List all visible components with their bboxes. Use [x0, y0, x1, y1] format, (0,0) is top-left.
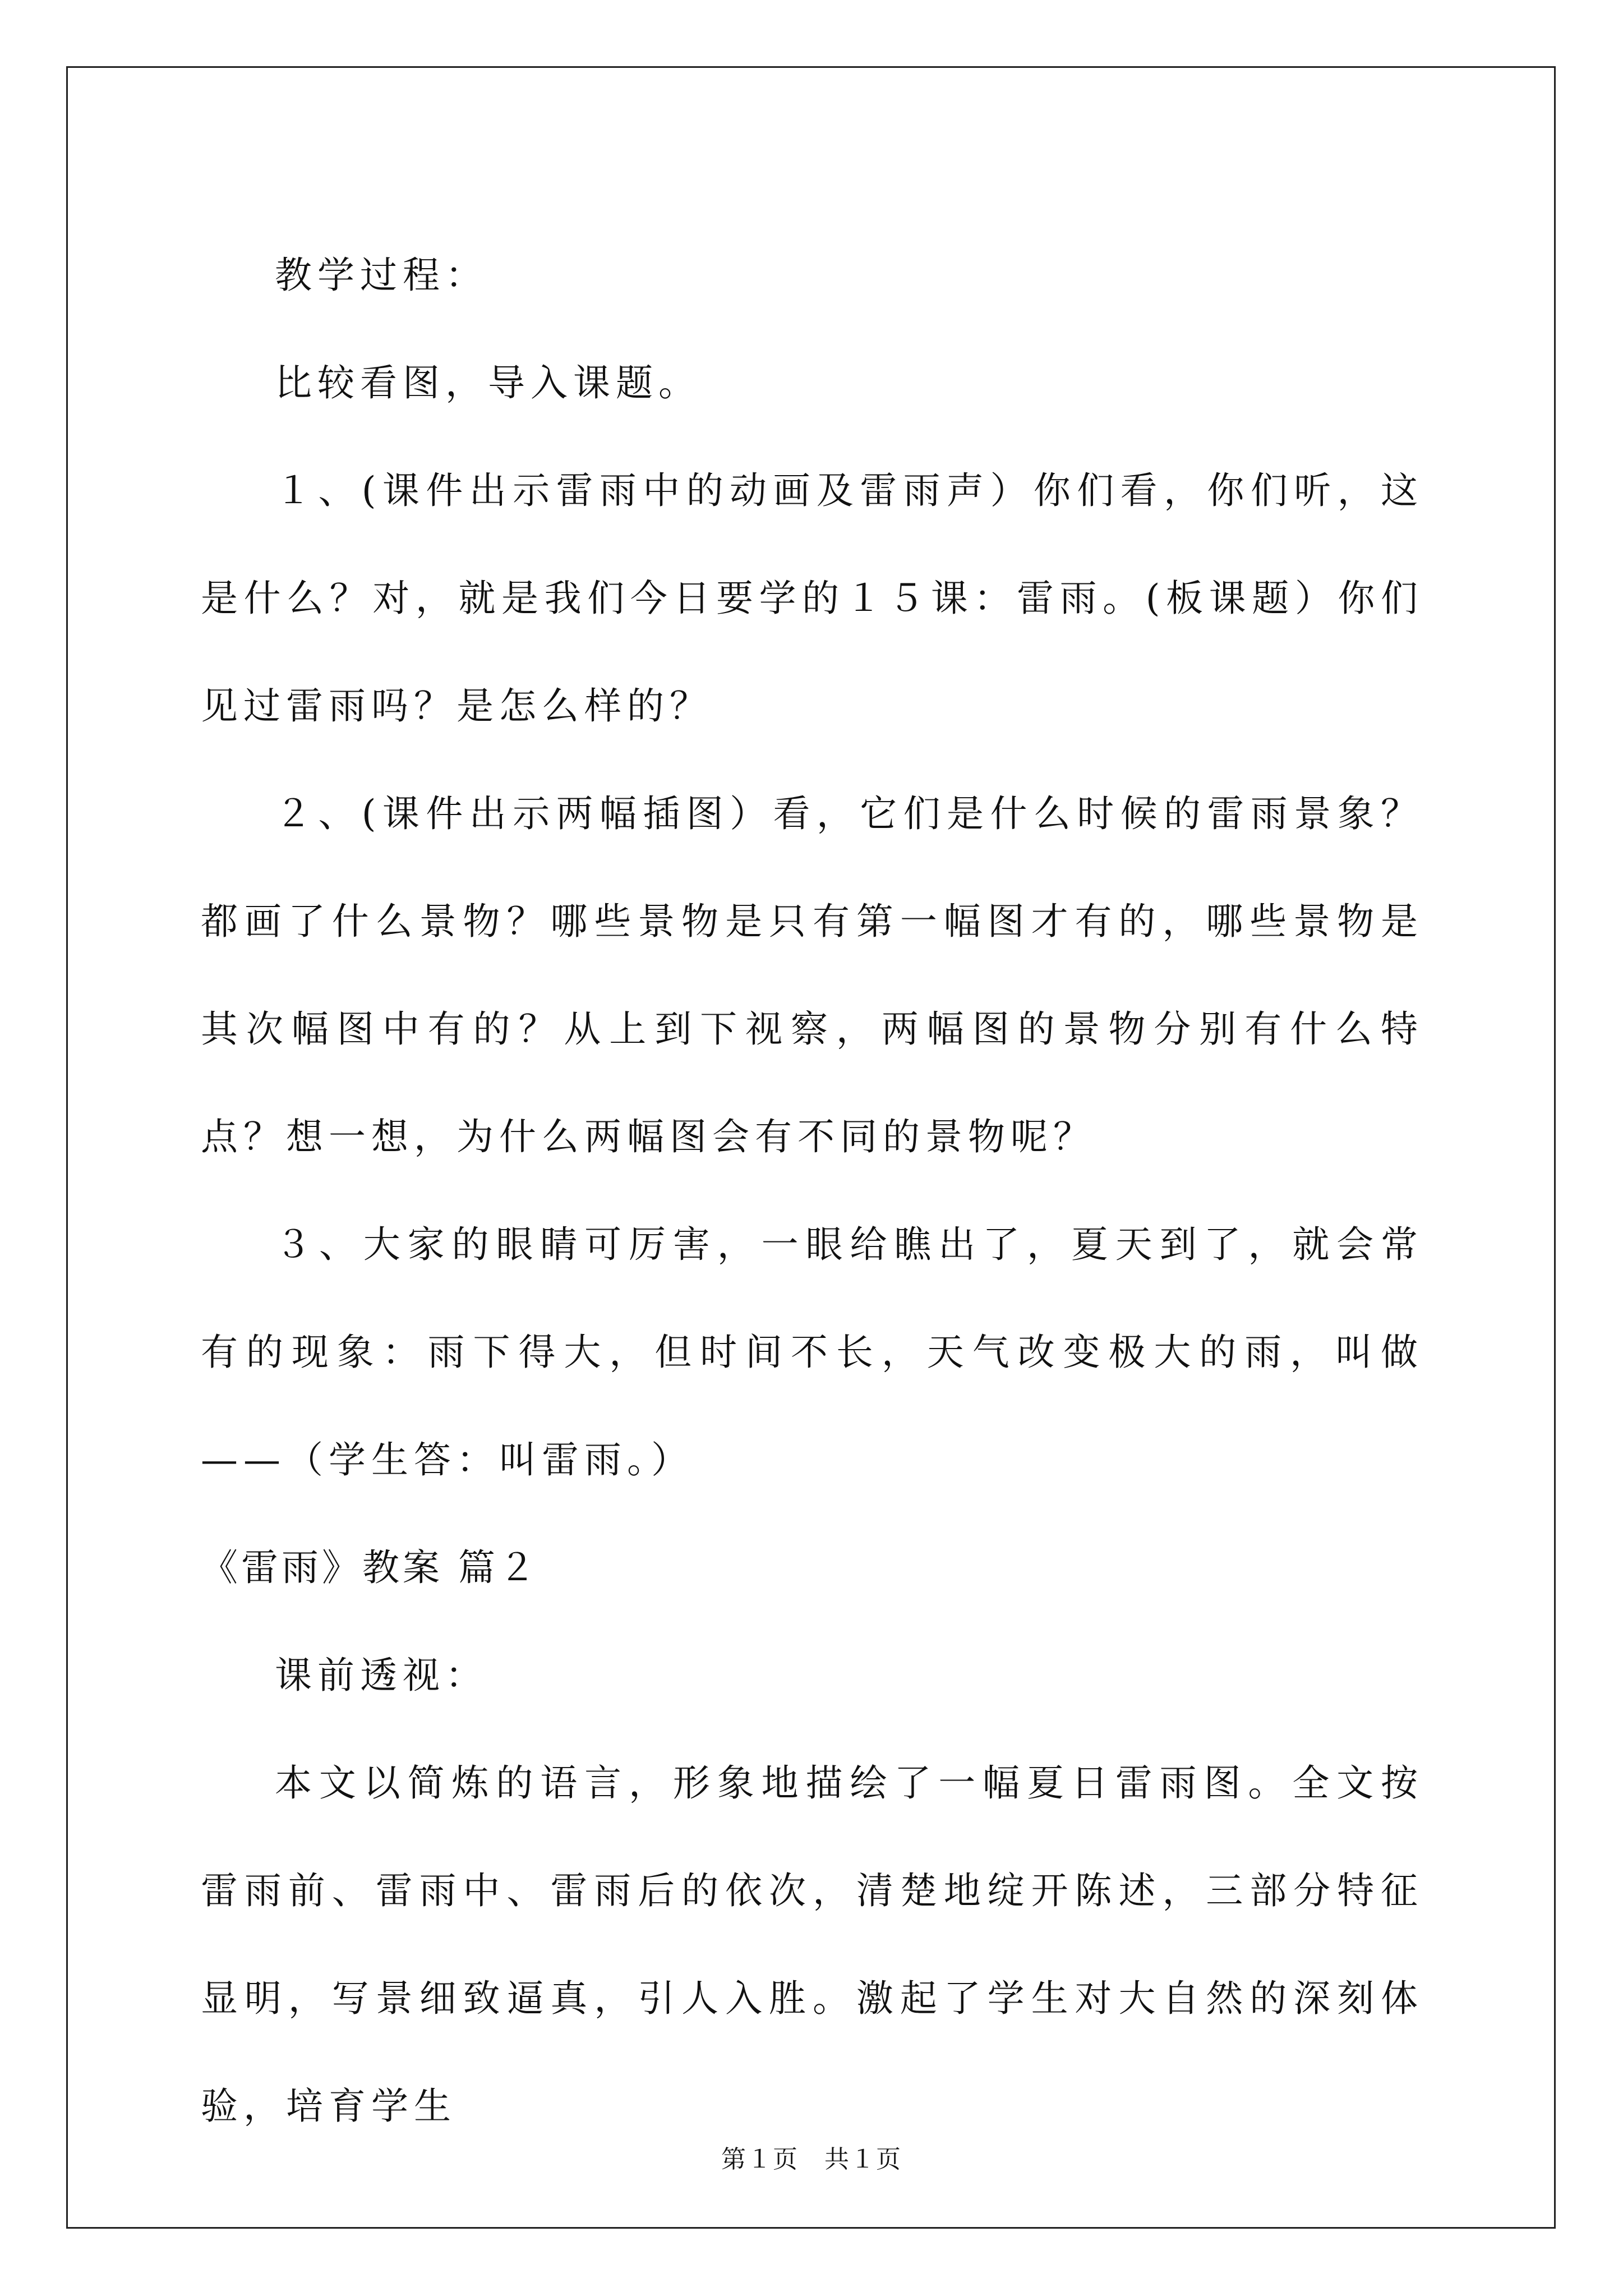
document-body [201, 222, 1423, 2160]
paragraph-intro: 比较看图，导入课题。 [275, 361, 701, 404]
paragraph-teaching-process: 教学过程： [275, 254, 488, 297]
paragraph-preview-body: 本文以简炼的语言，形象地描绘了一幅夏日雷雨图。全文按雷雨前、雷雨中、雷雨后的依次，清楚地绽开陈述，三部分特征显明，写景细致逼真，引人入胜。激起了学生对大自然的深刻体验，培育学生 [201, 1761, 1423, 2128]
page-number: 第１页 共１页 [721, 2145, 902, 2174]
paragraph-preview-label: 课前透视： [275, 1654, 488, 1697]
paragraph-step-3: ３、大家的眼睛可厉害，一眼给瞧出了，夏天到了，就会常有的现象：雨下得大，但时间不长，天气改变极大的雨，叫做——（学生答：叫雷雨。） [201, 1223, 1423, 1481]
section-heading: 《雷雨》教案 篇２ [201, 1546, 539, 1589]
paragraph-step-1: １、(课件出示雷雨中的动画及雷雨声）你们看，你们听，这是什么？对，就是我们今日要学的１５课：雷雨。(板课题）你们见过雷雨吗？是怎么样的？ [201, 469, 1423, 728]
paragraph-step-2: ２、(课件出示两幅插图）看，它们是什么时候的雷雨景象？都画了什么景物？哪些景物是只有第一幅图才有的，哪些景物是其次幅图中有的？从上到下视察，两幅图的景物分别有什么特点？想一想，为什么两幅图会有不同的景物呢？ [201, 792, 1423, 1158]
page-footer [0, 2139, 1623, 2175]
